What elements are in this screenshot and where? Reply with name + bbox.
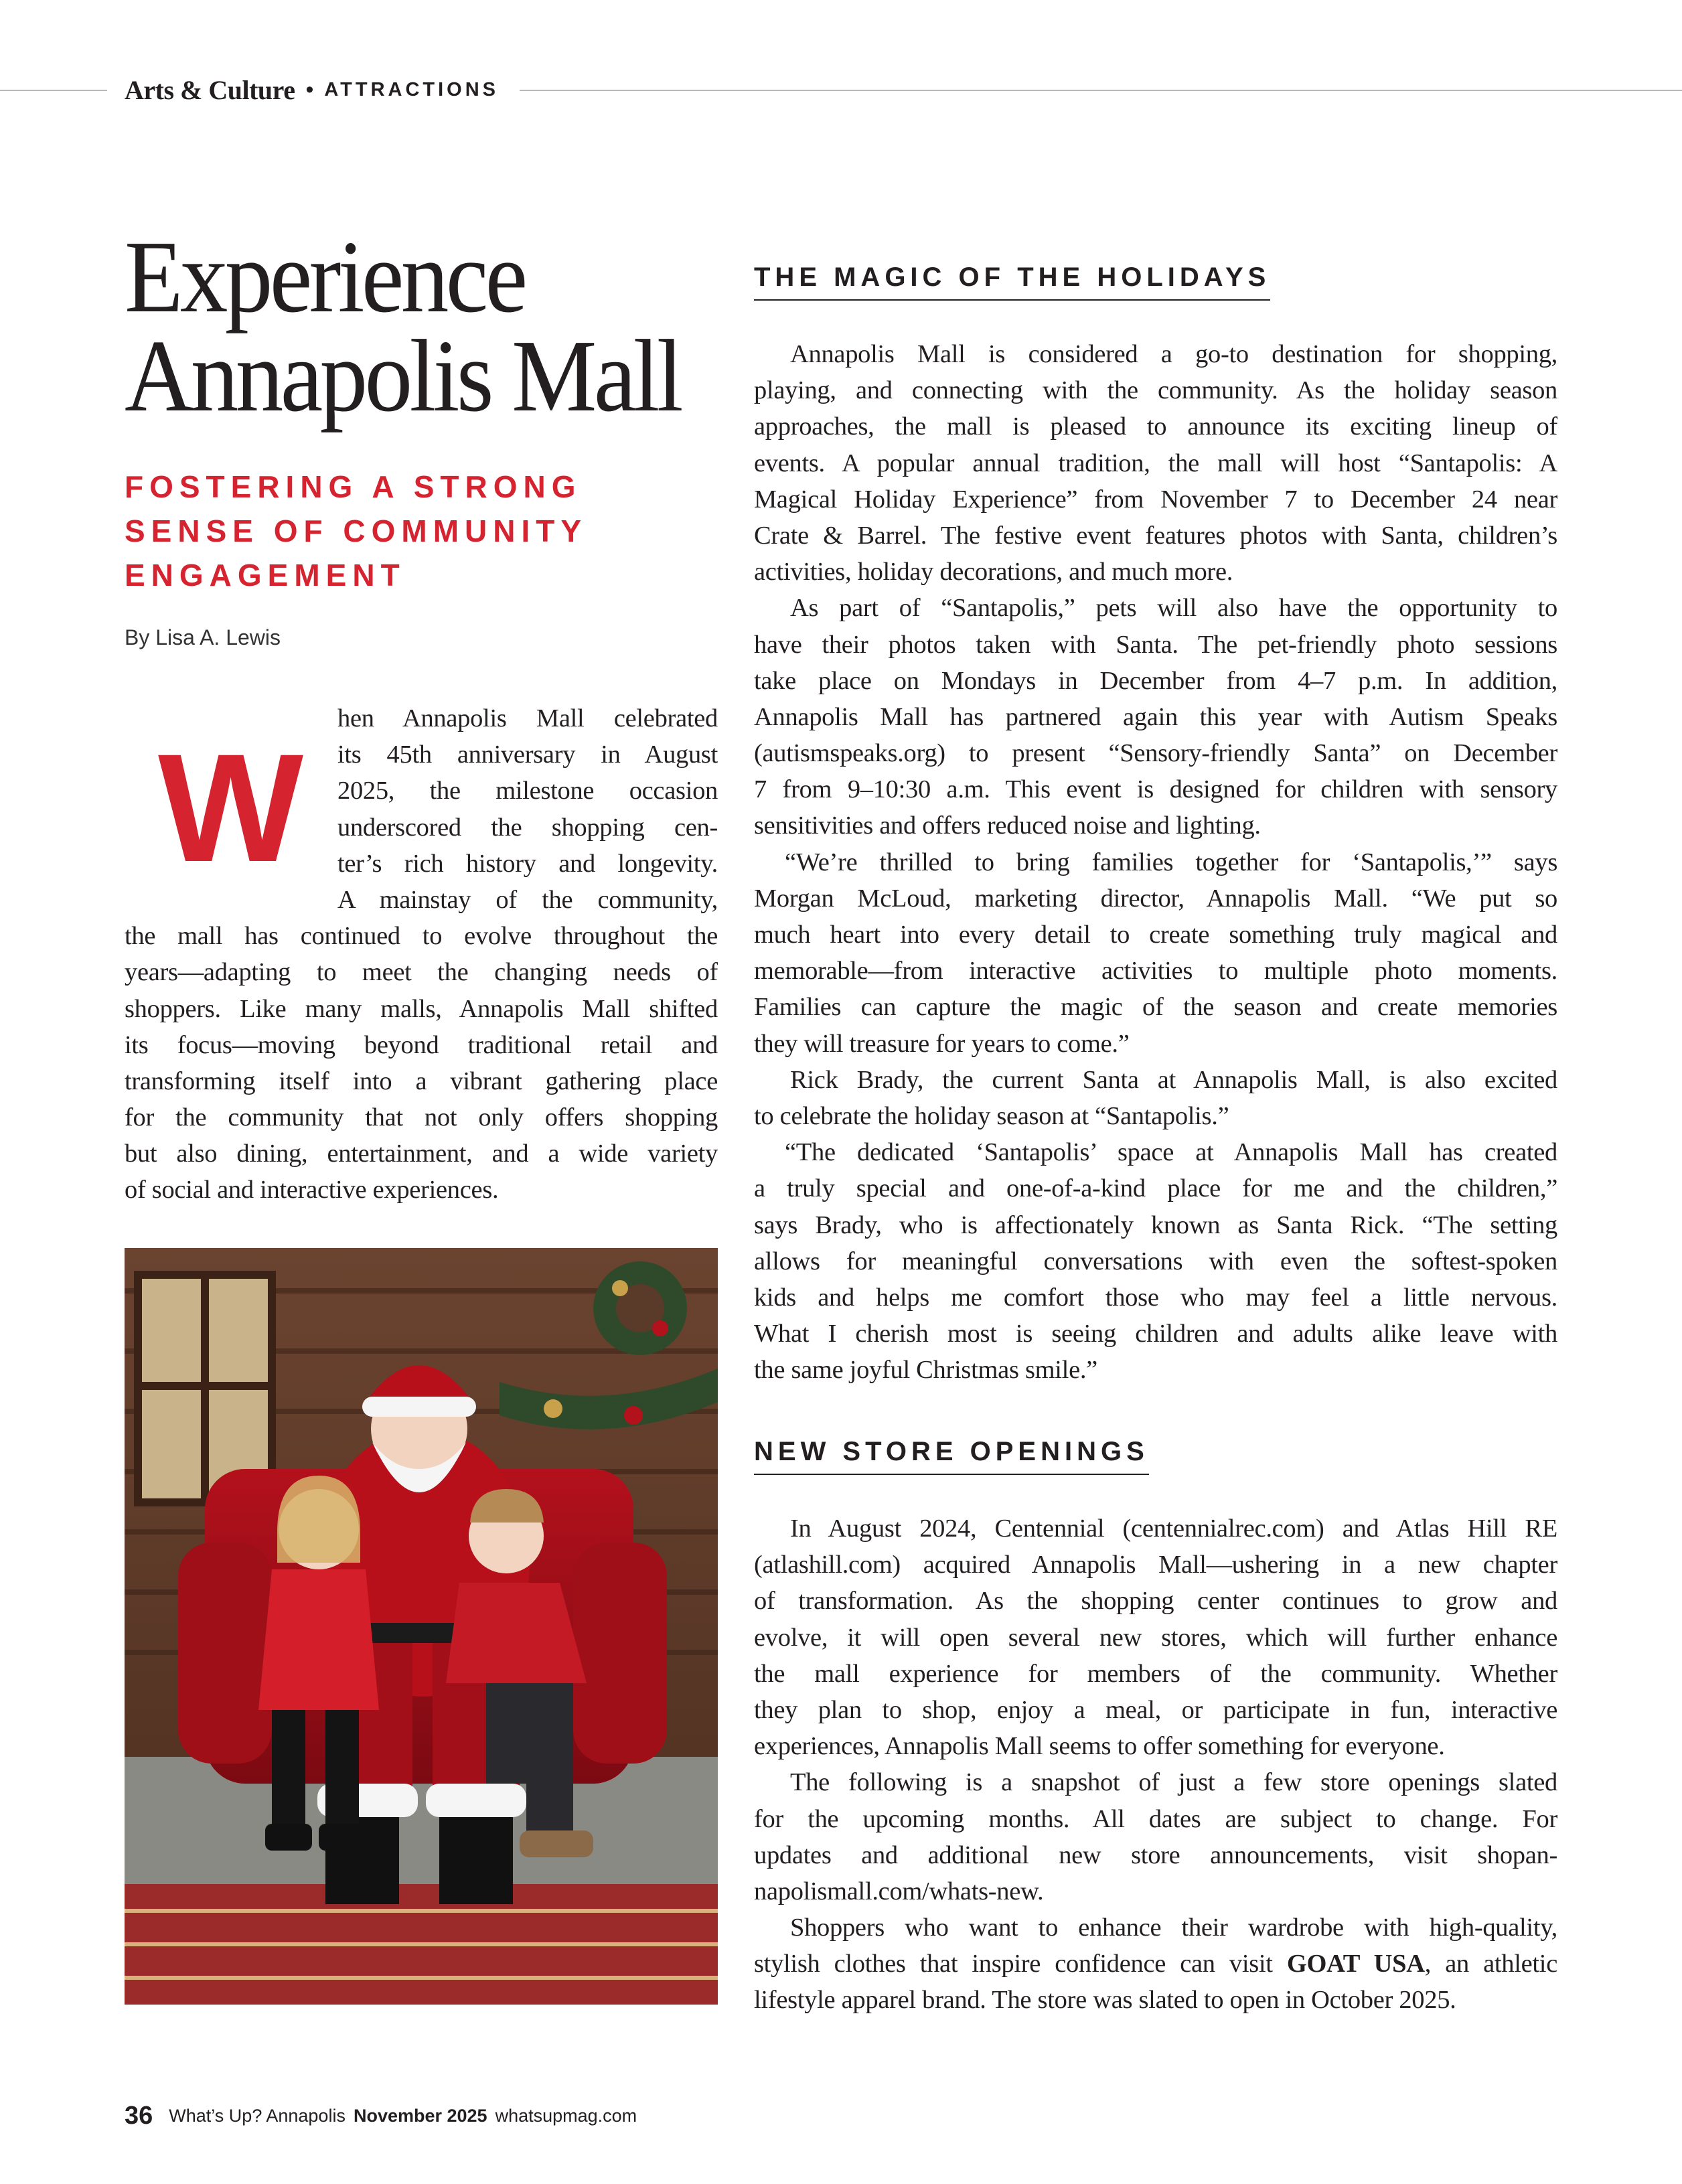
publication-name: What’s Up? Annapolis xyxy=(169,2105,346,2126)
section-heading-holidays: THE MAGIC OF THE HOLIDAYS xyxy=(754,262,1270,301)
text-line: sensitivities and offers reduced noise and lighting. xyxy=(754,811,1261,840)
text-line: Morgan McLoud, marketing director, Annapolis Mall. “We put so xyxy=(754,884,1557,913)
text-line: memorable—from interactive activities to multiple photo moments. xyxy=(754,957,1557,986)
text-line: the mall experience for members of the community. Whether xyxy=(754,1659,1557,1688)
text-line: says Brady, who is affectionately known as Santa Rick. “The setting xyxy=(754,1211,1557,1239)
text-line: Annapolis Mall is considered a go-to destination for shopping, xyxy=(790,340,1557,368)
text-line: transforming itself into a vibrant gathering place xyxy=(125,1067,718,1095)
text-line: Families can capture the magic of the season and create memories xyxy=(754,993,1557,1022)
page-footer xyxy=(125,2101,637,2130)
text-line: for the upcoming months. All dates are subject to change. For xyxy=(754,1804,1557,1833)
santa-photo-illustration xyxy=(125,1248,718,2005)
text-line: (atlashill.com) acquired Annapolis Mall—ushering in a new chapter xyxy=(754,1551,1557,1579)
text-line: What I cherish most is seeing children and adults alike leave with xyxy=(754,1320,1557,1348)
text-line: allows for meaningful conversations with even the softest-spoken xyxy=(754,1247,1557,1275)
text-line: (autismspeaks.org) to present “Sensory-friendly Santa” on December xyxy=(754,739,1557,768)
header-rule-left xyxy=(0,90,107,91)
issue-date: November 2025 xyxy=(353,2105,487,2126)
text-line: “The dedicated ‘Santapolis’ space at Annapolis Mall has created xyxy=(785,1138,1557,1167)
text-line: Annapolis Mall has partnered again this year with Autism Speaks xyxy=(754,702,1557,731)
intro-paragraph xyxy=(125,700,718,1208)
drop-cap: W xyxy=(158,722,304,894)
website: whatsupmag.com xyxy=(495,2105,637,2126)
text-line: evolve, it will open several new stores, which will further enhance xyxy=(754,1623,1557,1652)
text-line: “We’re thrilled to bring families together for ‘Santapolis,’” says xyxy=(785,848,1557,876)
subsection-name: ATTRACTIONS xyxy=(324,78,500,100)
text-line: much heart into every detail to create something truly magical and xyxy=(754,921,1557,949)
text-line: As part of “Santapolis,” pets will also have the opportunity to xyxy=(790,594,1557,623)
text-line: shoppers. Like many malls, Annapolis Mall shifted xyxy=(125,994,718,1023)
text-line: its 45th anniversary in August xyxy=(337,740,718,769)
text-line: the mall has continued to evolve throughout the xyxy=(125,922,718,951)
article-title xyxy=(125,220,685,433)
text-line: ter’s rich history and longevity. xyxy=(337,849,718,878)
text-line: Rick Brady, the current Santa at Annapolis Mall, is also excited xyxy=(790,1065,1557,1094)
new-stores-body xyxy=(754,1510,1557,2019)
santa-photo xyxy=(125,1248,718,2005)
title-line-2: Annapolis Mall xyxy=(125,319,680,433)
text-line: playing, and connecting with the community. As the holiday season xyxy=(754,376,1557,405)
text-line: underscored the shopping cen- xyxy=(337,813,718,842)
text-line: the same joyful Christmas smile.” xyxy=(754,1356,1097,1385)
text-line: they will treasure for years to come.” xyxy=(754,1029,1130,1058)
text-line: of social and interactive experiences. xyxy=(125,1176,499,1204)
section-name: Arts & Culture xyxy=(125,74,295,105)
text-line: activities, holiday decorations, and much more. xyxy=(754,558,1233,587)
text-line: approaches, the mall is pleased to announce its exciting lineup of xyxy=(754,412,1557,441)
text-line: Magical Holiday Experience” from November 7 to December 24 near xyxy=(754,485,1557,514)
brand-name: GOAT USA xyxy=(1286,1950,1425,1978)
text-line: A mainstay of the community, xyxy=(337,885,718,914)
text-line: take place on Mondays in December from 4–7 p.m. In addition, xyxy=(754,666,1557,695)
text-line: updates and additional new store announcements, visit shopan- xyxy=(754,1841,1557,1869)
text-line: a truly special and one-of-a-kind place for me and the children,” xyxy=(754,1174,1557,1203)
text-line: lifestyle apparel brand. The store was slated to open in October 2025. xyxy=(754,1986,1456,2015)
text-line: 7 from 9–10:30 a.m. This event is designed for children with sensory xyxy=(754,775,1557,804)
subtitle-line-2: SENSE OF COMMUNITY xyxy=(125,514,588,548)
text-line: napolismall.com/whats-new. xyxy=(754,1877,1044,1905)
text-line: its focus—moving beyond traditional retail and xyxy=(125,1030,718,1059)
section-header xyxy=(125,70,499,110)
text-line xyxy=(754,1946,1557,1982)
page-number: 36 xyxy=(125,2101,153,2130)
text-line: of transformation. As the shopping center continues to grow and xyxy=(754,1587,1557,1616)
text-line: for the community that not only offers shopping xyxy=(125,1103,718,1132)
text-line: to celebrate the holiday season at “Santapolis.” xyxy=(754,1101,1229,1130)
text-line: kids and helps me comfort those who may feel a little nervous. xyxy=(754,1283,1557,1312)
text-line: 2025, the milestone occasion xyxy=(337,777,718,805)
byline: By Lisa A. Lewis xyxy=(125,625,281,649)
text-run: stylish clothes that inspire confidence can visit xyxy=(754,1950,1287,1978)
subtitle-line-1: FOSTERING A STRONG xyxy=(125,469,582,504)
subtitle-line-3: ENGAGEMENT xyxy=(125,558,406,593)
text-line: events. A popular annual tradition, the mall will host “Santapolis: A xyxy=(754,449,1557,477)
header-rule-right xyxy=(520,90,1682,91)
holidays-body xyxy=(754,336,1557,1388)
text-line: experiences, Annapolis Mall seems to offer something for everyone. xyxy=(754,1732,1445,1761)
text-line: but also dining, entertainment, and a wide variety xyxy=(125,1140,718,1168)
text-line: have their photos taken with Santa. The pet-friendly photo sessions xyxy=(754,630,1557,659)
section-heading-new-stores: NEW STORE OPENINGS xyxy=(754,1437,1149,1475)
text-line: they plan to shop, enjoy a meal, or participate in fun, interactive xyxy=(754,1695,1557,1724)
title-line-1: Experience xyxy=(125,220,525,334)
text-line: In August 2024, Centennial (centennialrec.com) and Atlas Hill RE xyxy=(790,1514,1557,1543)
section-separator: • xyxy=(305,76,314,102)
text-line: hen Annapolis Mall celebrated xyxy=(337,704,718,732)
text-line: Crate & Barrel. The festive event features photos with Santa, children’s xyxy=(754,521,1557,550)
text-line: Shoppers who want to enhance their wardrobe with high-quality, xyxy=(790,1914,1557,1942)
text-line: years—adapting to meet the changing needs of xyxy=(125,958,718,987)
text-run: , an athletic xyxy=(1424,1950,1557,1978)
text-line: The following is a snapshot of just a few store openings slated xyxy=(790,1768,1557,1797)
article-subtitle xyxy=(125,465,727,597)
